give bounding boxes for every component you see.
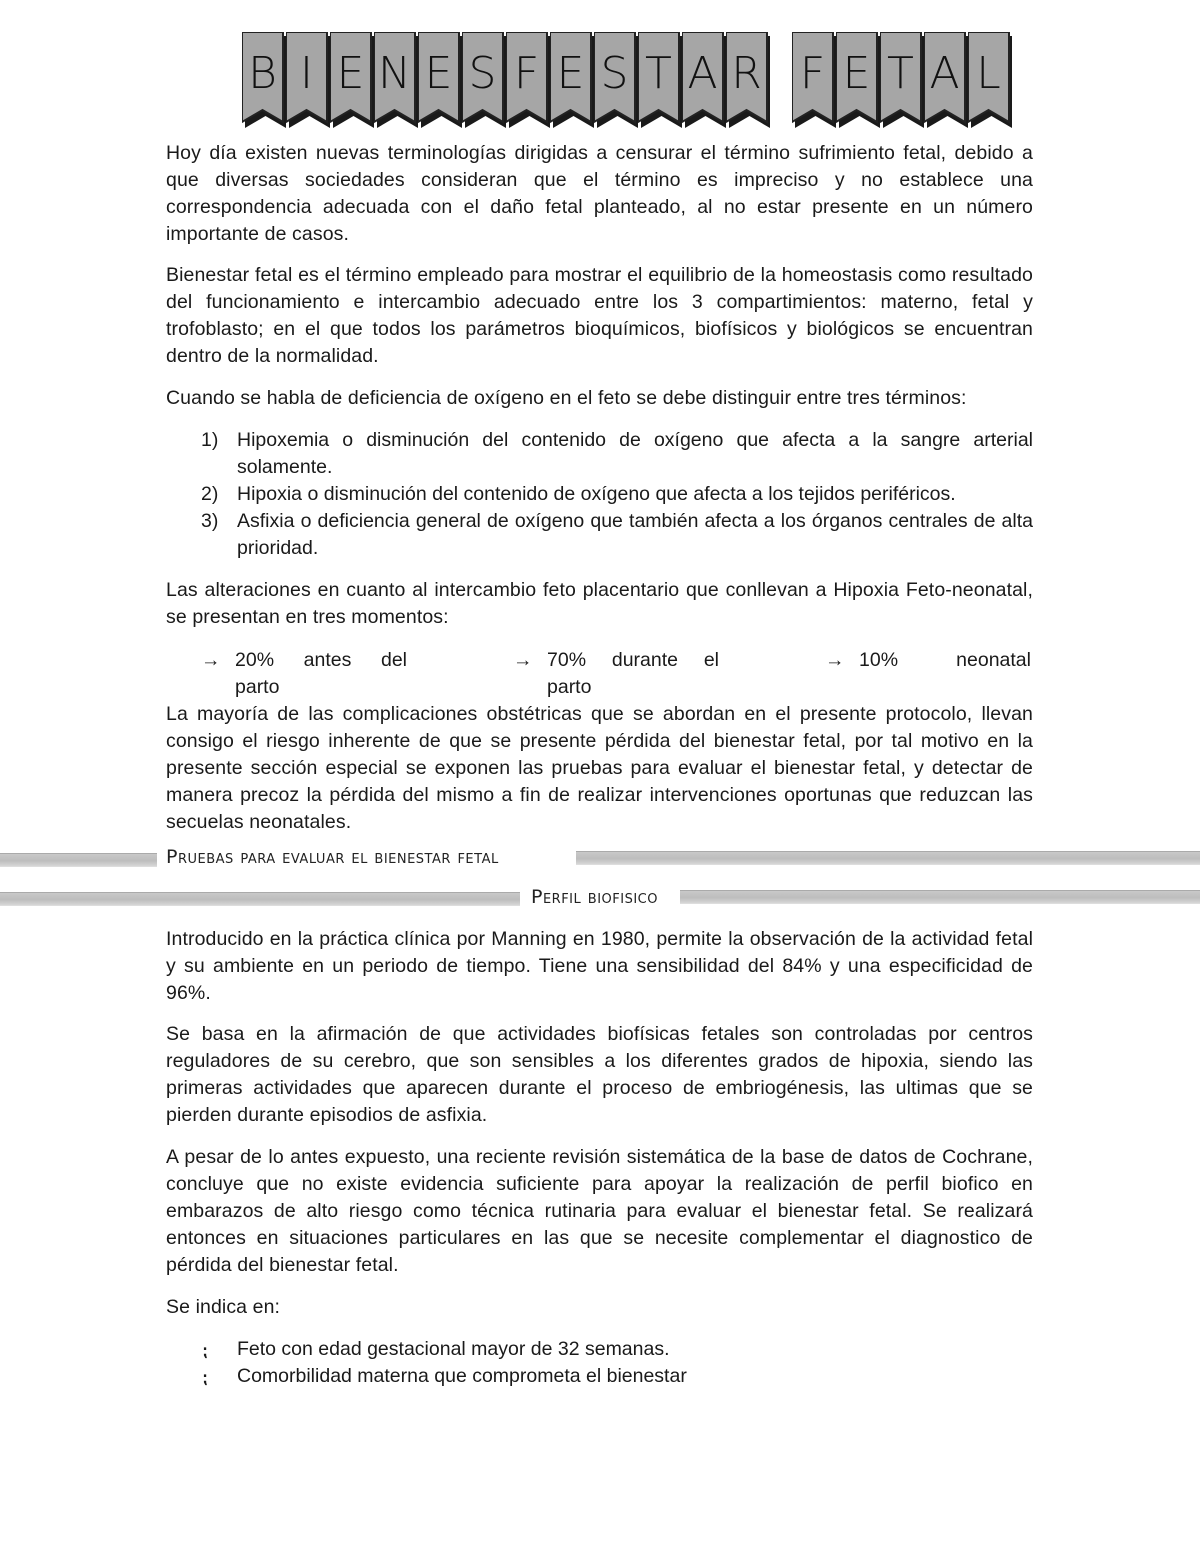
banner-flag: [880, 32, 924, 128]
arrow-right-icon: →: [825, 649, 845, 671]
banner-letter: E: [336, 48, 365, 99]
section-heading-pruebas: Pruebas para evaluar el bienestar fetal: [166, 846, 499, 868]
list-item: ⁏ Comorbilidad materna que comprometa el bienestar: [166, 1363, 1033, 1390]
section-bar-left: [0, 853, 157, 867]
banner-letter: B: [248, 48, 277, 99]
banner-letter: T: [645, 48, 672, 99]
perfil-paragraph-2: Se basa en la afirmación de que actividades biofísicas fetales son controladas por centros reguladores de su cerebro, que son sensibles a los diferentes grados de hipoxia, siendo las primeras actividades que aparecen durante el proceso de embriogénesis, las ultimas que se pierden durante episodios de asfixia.: [166, 1023, 1033, 1126]
banner-letter: F: [513, 48, 540, 99]
moment-item: → 10% neonatal: [825, 647, 1031, 674]
section-bar-right: [576, 851, 1200, 865]
perfil-paragraph-1: Introducido en la práctica clínica por Manning en 1980, permite la observación de la actividad fetal y su ambiente en un periodo de tiempo. Tiene una sensibilidad del 84% y una especificidad de 96%.: [166, 928, 1033, 1004]
bullet-icon: ⁏: [202, 1370, 208, 1387]
banner-letter: N: [378, 48, 411, 99]
list-item: ⁏ Feto con edad gestacional mayor de 32 semanas.: [166, 1336, 1033, 1363]
banner-letter: E: [556, 48, 585, 99]
banner-letter: T: [887, 48, 914, 99]
banner-flag: [726, 32, 770, 128]
bullet-icon: ⁏: [202, 1343, 208, 1360]
perfil-paragraph-3: A pesar de lo antes expuesto, una reciente revisión sistemática de la base de datos de Cochrane, concluye que no existe evidencia suficiente para apoyar la realización de perfil biofico en embarazos de alto riesgo como técnica rutinaria para evaluar el bienestar fetal. Se realizará entonces en situaciones particulares en las que se necesite complementar el diagnostico de pérdida del bienestar fetal.: [166, 1146, 1033, 1276]
banner-letter: I: [300, 48, 313, 99]
banner-letter: S: [468, 48, 497, 99]
banner-letter: R: [731, 48, 762, 99]
banner-flag: [550, 32, 594, 128]
banner-flag: [462, 32, 506, 128]
list-item: 3) Asfixia o deficiencia general de oxígeno que también afecta a los órganos centrales de alta prioridad.: [201, 510, 1033, 559]
intro-paragraph-1: Hoy día existen nuevas terminologías dirigidas a censurar el término sufrimiento fetal, debido a que diversas sociedades consideran que el término es impreciso y no establece una correspondencia adecuada con el daño fetal planteado, al no estar presente en un número importante de casos.: [166, 142, 1033, 245]
subsection-bar-left: [0, 892, 520, 906]
banner-letter: F: [799, 48, 826, 99]
banner-flag: [286, 32, 330, 128]
moment-item: → 20% antes del parto: [201, 647, 407, 701]
intro-paragraph-3: Cuando se habla de deficiencia de oxígeno en el feto se debe distinguir entre tres términos:: [166, 387, 967, 409]
banner-flag: [792, 32, 836, 128]
banner-letter: A: [687, 48, 718, 99]
banner-letter: L: [976, 48, 1001, 99]
moments-row: [166, 647, 1033, 703]
banner-gap: [770, 32, 792, 128]
banner-letter: A: [929, 48, 960, 99]
banner-letter: S: [600, 48, 629, 99]
banner-flag: [682, 32, 726, 128]
banner-flag: [506, 32, 550, 128]
list-item: 1) Hipoxemia o disminución del contenido de oxígeno que afecta a la sangre arterial solamente.: [201, 429, 1033, 478]
banner-flag: [242, 32, 286, 128]
subsection-bar-right: [680, 890, 1200, 904]
indications-list: [166, 1336, 1033, 1390]
banner-flag: [638, 32, 682, 128]
intro-paragraph-5: La mayoría de las complicaciones obstétricas que se abordan en el presente protocolo, llevan consigo el riesgo inherente de que se presente pérdida del bienestar fetal, por tal motivo en la presente sección especial se exponen las pruebas para evaluar el bienestar fetal, y detectar de manera precoz la pérdida del mismo a fin de realizar intervenciones oportunas que reduzcan las secuelas neonatales.: [166, 703, 1033, 833]
banner-flag: [594, 32, 638, 128]
moment-item: → 70% durante el parto: [513, 647, 719, 701]
banner-flag: [418, 32, 462, 128]
list-item: 2) Hipoxia o disminución del contenido de oxígeno que afecta a los tejidos periféricos.: [201, 483, 956, 505]
intro-paragraph-4: Las alteraciones en cuanto al intercambio feto placentario que conllevan a Hipoxia Feto-neonatal, se presentan en tres momentos:: [166, 579, 1033, 628]
section-heading-perfil: Perfil biofisico: [531, 886, 658, 908]
arrow-right-icon: →: [513, 649, 533, 671]
title-banner: [242, 32, 1012, 132]
intro-paragraph-2: Bienestar fetal es el término empleado para mostrar el equilibrio de la homeostasis como resultado del funcionamiento e intercambio adecuado entre los 3 compartimientos: materno, fetal y trofoblasto; en el que todos los parámetros bioquímicos, biofísicos y biológicos se encuentran dentro de la normalidad.: [166, 264, 1033, 367]
banner-flag: [330, 32, 374, 128]
banner-letter: E: [842, 48, 871, 99]
banner-flag: [924, 32, 968, 128]
banner-flag: [374, 32, 418, 128]
banner-letter: E: [424, 48, 453, 99]
indica-label: Se indica en:: [166, 1296, 281, 1318]
banner-flag: [968, 32, 1012, 128]
arrow-right-icon: →: [201, 649, 221, 671]
oxygen-terms-list: [166, 427, 1033, 562]
banner-flag: [836, 32, 880, 128]
